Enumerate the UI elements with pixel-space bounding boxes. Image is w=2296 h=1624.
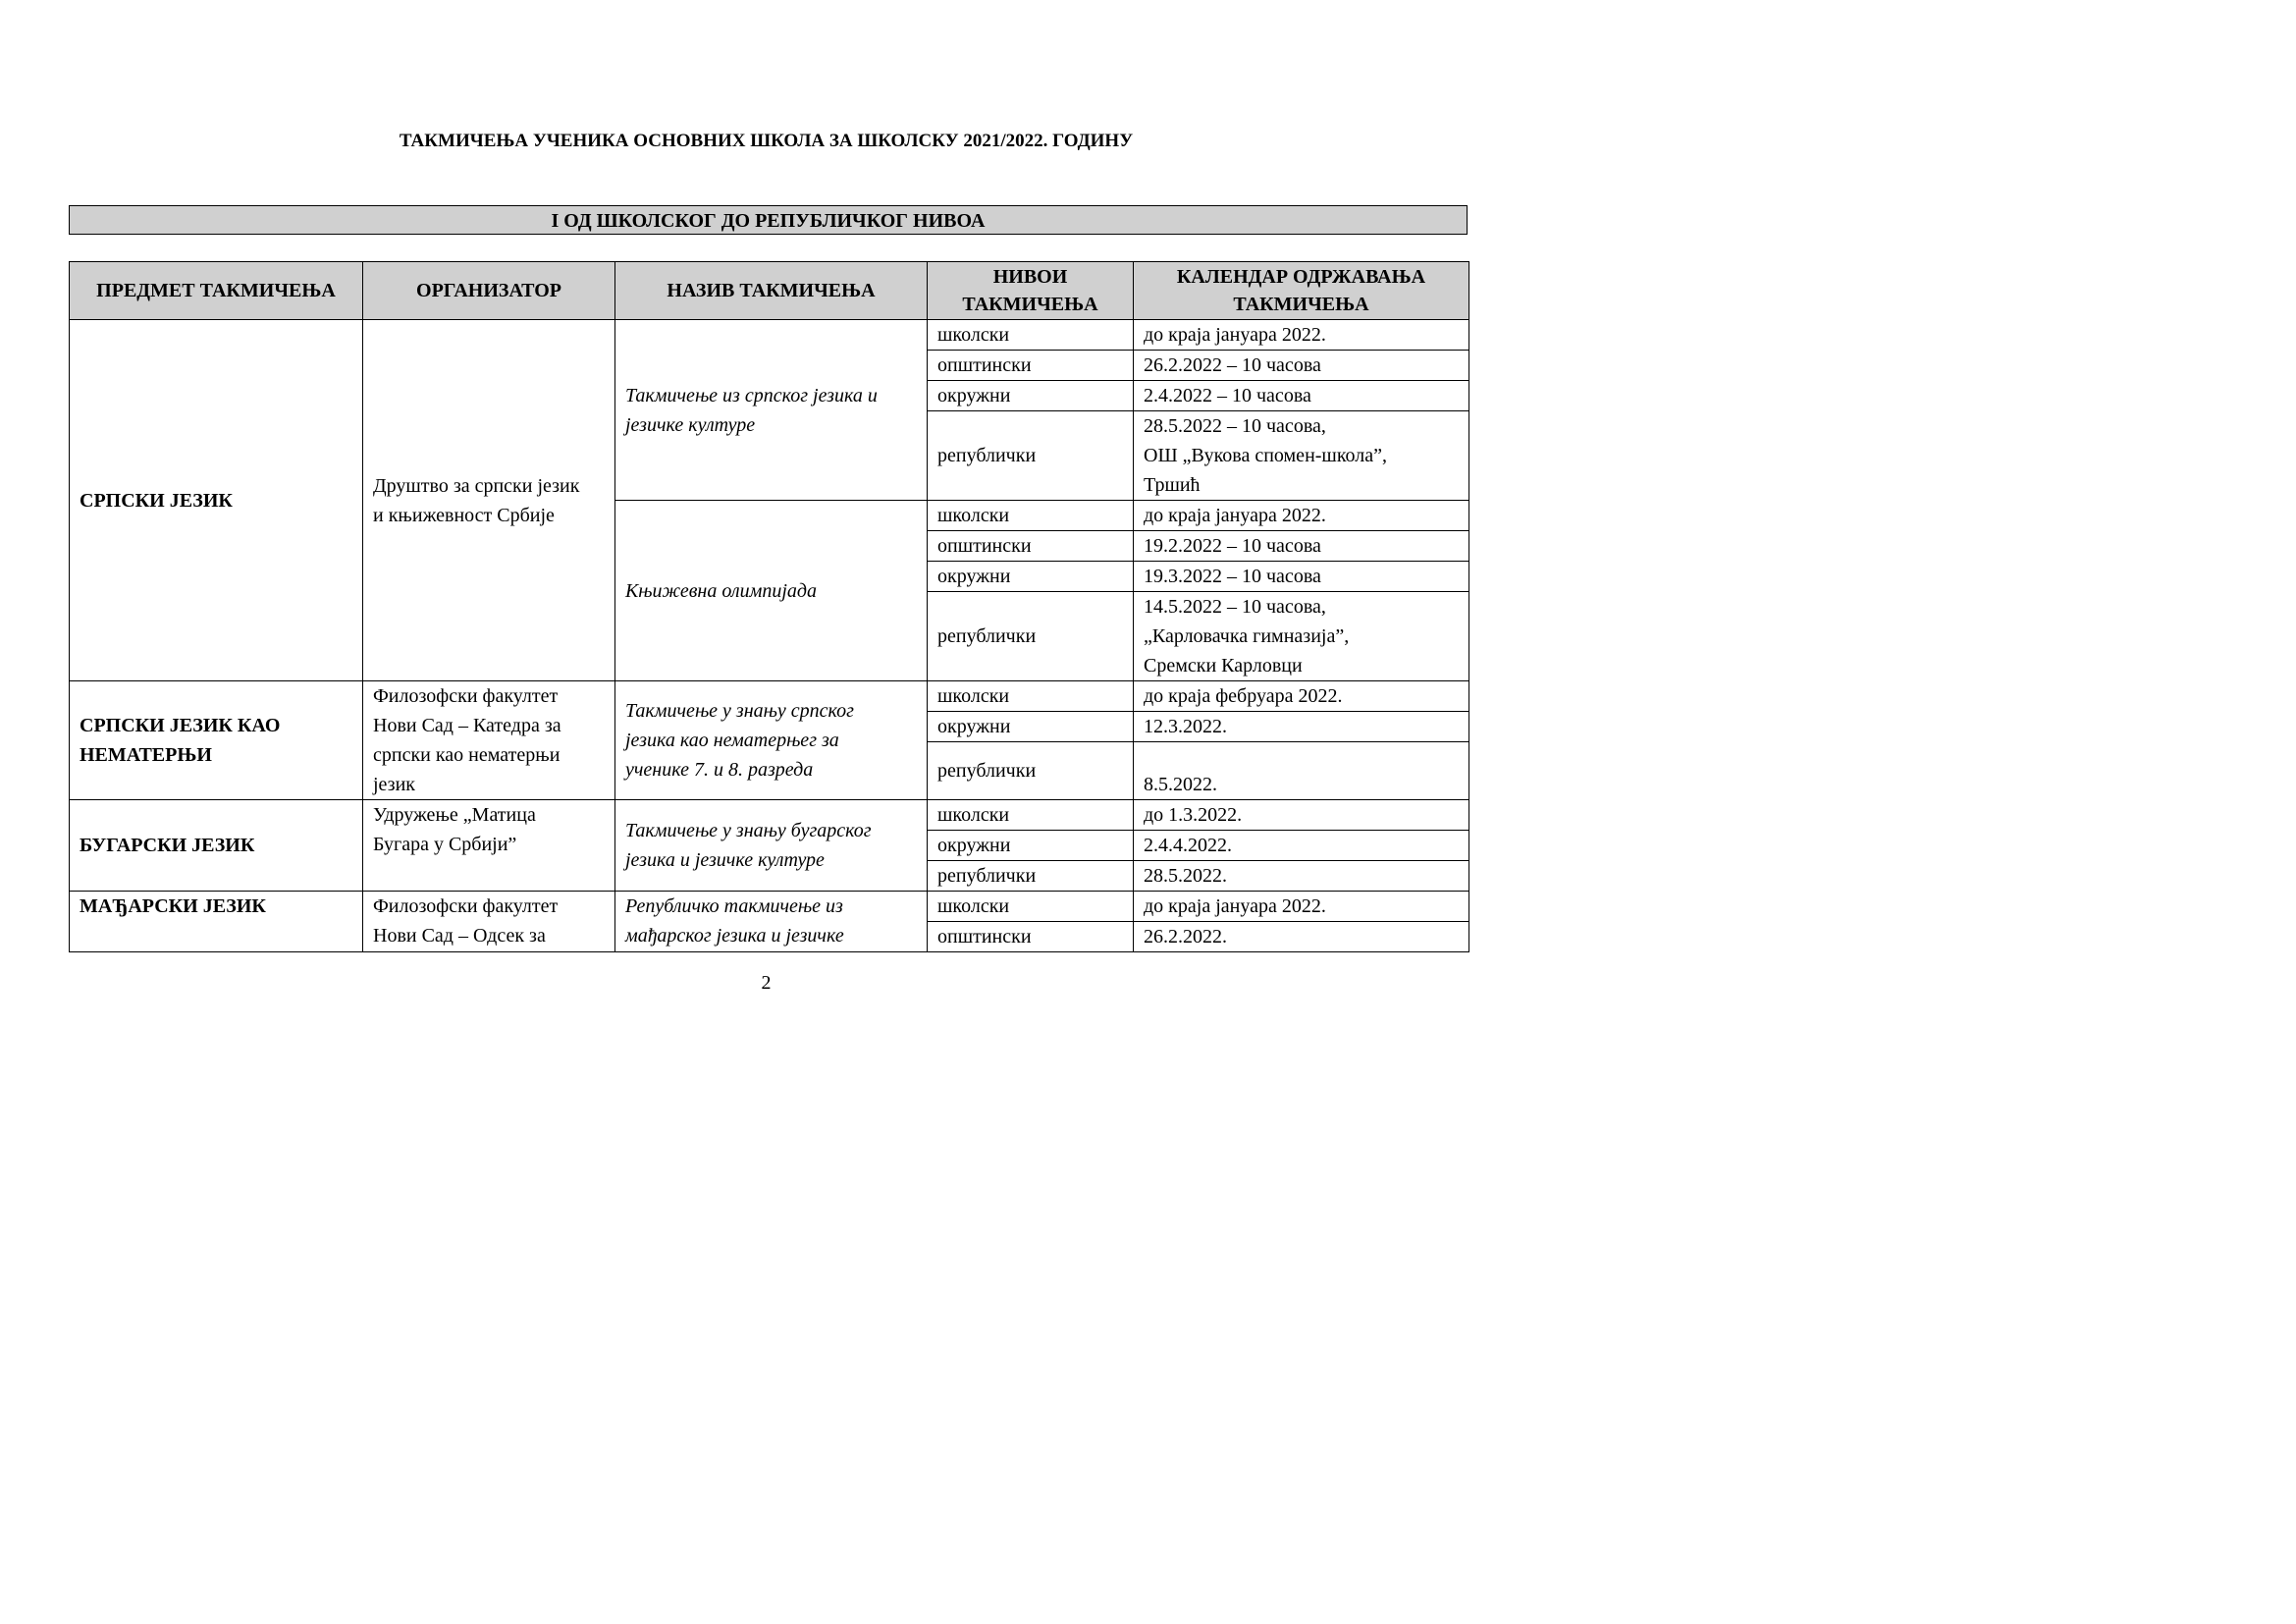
subject-hungarian: МАЂАРСКИ ЈЕЗИК [70,892,363,952]
table-row [70,892,1469,922]
date-cell: 26.2.2022. [1134,922,1469,952]
organizer-serbian-nonnative: Филозофски факултет Нови Сад – Катедра за српски као нематерњи језик [363,681,615,800]
level-cell: општински [928,351,1134,381]
level-cell: републички [928,742,1134,800]
date-cell: 28.5.2022 – 10 часова, ОШ „Вукова спомен-школа”, Тршић [1134,411,1469,501]
level-cell: окружни [928,831,1134,861]
date-cell: до краја јануара 2022. [1134,892,1469,922]
table-row [70,320,1469,351]
competition-name-bulgarian: Такмичење у знању бугарског језика и језичке културе [615,800,928,892]
level-cell: окружни [928,562,1134,592]
header-competition-name: НАЗИВ ТАКМИЧЕЊА [615,262,928,320]
date-cell: 14.5.2022 – 10 часова, „Карловачка гимназија”, Сремски Карловци [1134,592,1469,681]
level-cell: републички [928,411,1134,501]
level-cell: републички [928,861,1134,892]
table-header-row [70,262,1469,320]
level-cell: школски [928,501,1134,531]
table-row [70,800,1469,831]
organizer-bulgarian: Удружење „Матица Бугара у Србији” [363,800,615,892]
subject-serbian-nonnative: СРПСКИ ЈЕЗИК КАО НЕМАТЕРЊИ [70,681,363,800]
competition-name-literary-olympiad: Књижевна олимпијада [615,501,928,681]
header-organizer: ОРГАНИЗАТОР [363,262,615,320]
header-calendar: КАЛЕНДАР ОДРЖАВАЊА ТАКМИЧЕЊА [1134,262,1469,320]
competition-name-hungarian: Републичко такмичење из мађарског језика и језичке [615,892,928,952]
header-subject: ПРЕДМЕТ ТАКМИЧЕЊА [70,262,363,320]
page-number: 2 [761,972,772,994]
level-cell: окружни [928,712,1134,742]
competitions-table [69,261,1469,952]
header-levels: НИВОИ ТАКМИЧЕЊА [928,262,1134,320]
date-cell: 19.2.2022 – 10 часова [1134,531,1469,562]
organizer-hungarian: Филозофски факултет Нови Сад – Одсек за [363,892,615,952]
level-cell: школски [928,892,1134,922]
date-cell: до краја јануара 2022. [1134,320,1469,351]
section-heading: I ОД ШКОЛСКОГ ДО РЕПУБЛИЧКОГ НИВОА [69,205,1468,235]
date-cell: 2.4.2022 – 10 часова [1134,381,1469,411]
date-cell: 28.5.2022. [1134,861,1469,892]
date-cell: 19.3.2022 – 10 часова [1134,562,1469,592]
subject-serbian: СРПСКИ ЈЕЗИК [70,320,363,681]
table-row [70,681,1469,712]
date-cell: 2.4.4.2022. [1134,831,1469,861]
subject-bulgarian: БУГАРСКИ ЈЕЗИК [70,800,363,892]
level-cell: републички [928,592,1134,681]
date-cell: 8.5.2022. [1134,742,1469,800]
level-cell: школски [928,681,1134,712]
competition-name-serbian-language: Такмичење из српског језика и језичке културе [615,320,928,501]
date-cell: до краја фебруара 2022. [1134,681,1469,712]
date-cell: до 1.3.2022. [1134,800,1469,831]
page-title: ТАКМИЧЕЊА УЧЕНИКА ОСНОВНИХ ШКОЛА ЗА ШКОЛСКУ 2021/2022. ГОДИНУ [399,131,1134,151]
competition-name-serbian-nonnative: Такмичење у знању српског језика као нематерњег за ученике 7. и 8. разреда [615,681,928,800]
date-cell: 12.3.2022. [1134,712,1469,742]
date-cell: до краја јануара 2022. [1134,501,1469,531]
level-cell: општински [928,922,1134,952]
level-cell: окружни [928,381,1134,411]
level-cell: школски [928,800,1134,831]
level-cell: општински [928,531,1134,562]
date-cell: 26.2.2022 – 10 часова [1134,351,1469,381]
organizer-serbian: Друштво за српски језик и књижевност Србије [363,320,615,681]
level-cell: школски [928,320,1134,351]
